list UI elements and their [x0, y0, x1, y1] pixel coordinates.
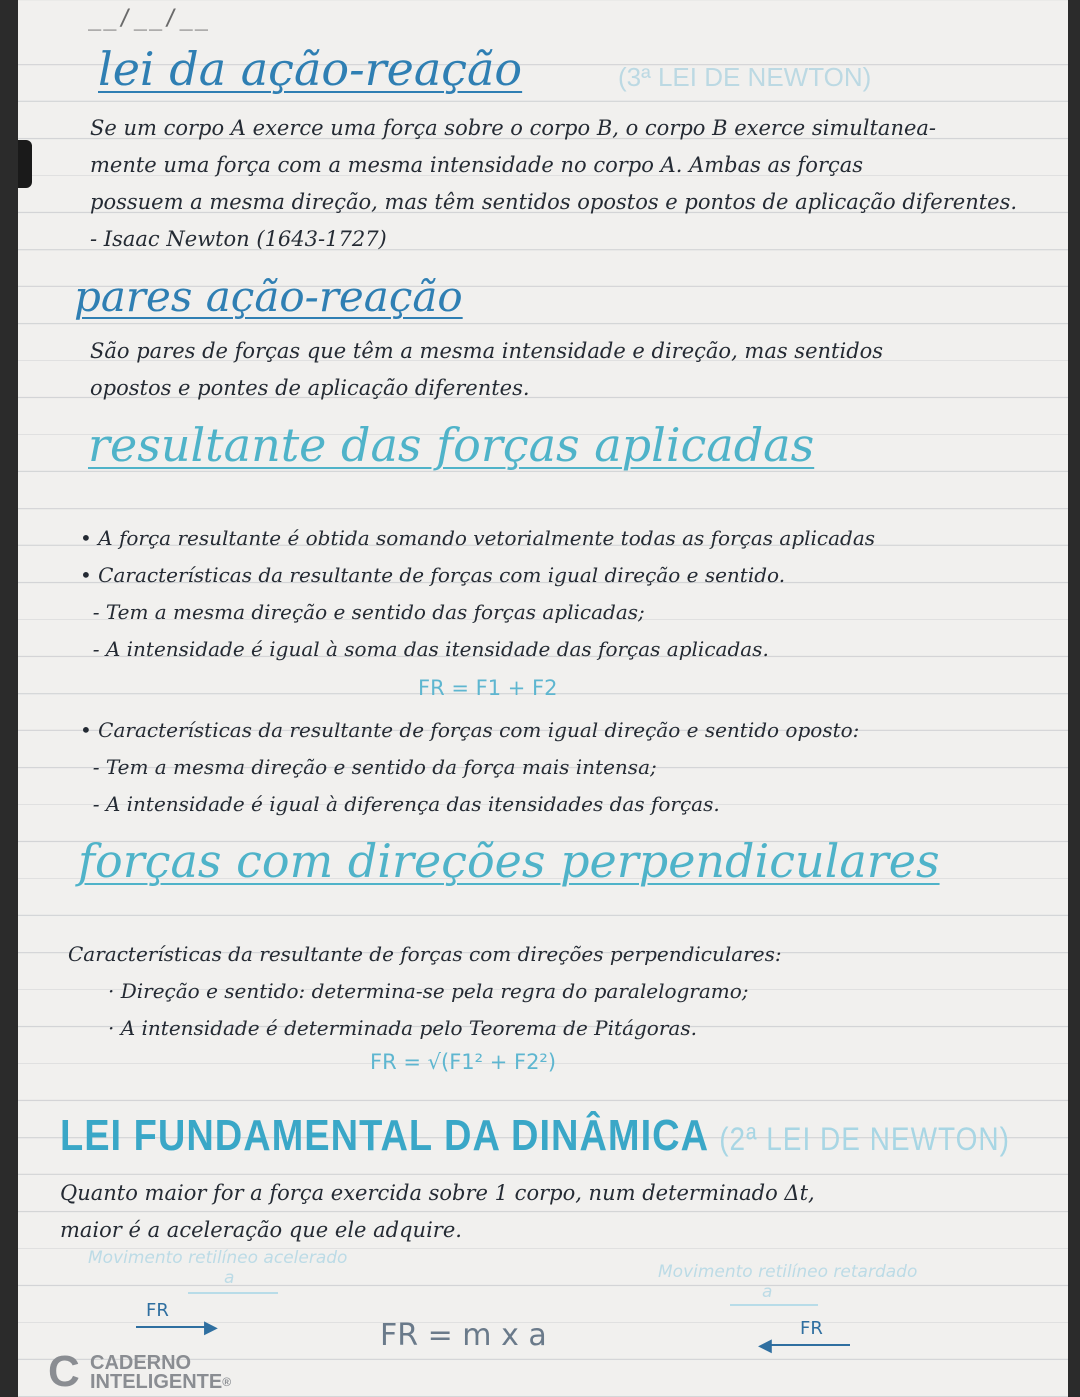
logo-line-1: CADERNO	[90, 1352, 192, 1374]
text-line: Características da resultante de forças com direções perpendiculares:	[68, 942, 782, 966]
paragraph-lei-acao-reacao	[90, 110, 1017, 258]
heading-lei-fundamental-text: LEI FUNDAMENTAL DA DINÂMICA	[60, 1112, 708, 1161]
force-label-right: FR	[800, 1318, 823, 1339]
list-item: - Tem a mesma direção e sentido da força mais intensa;	[80, 755, 657, 779]
list-item: - A intensidade é igual à soma das itensidade das forças aplicadas.	[80, 637, 769, 661]
list-resultante-a	[80, 520, 875, 668]
paragraph-pares	[90, 333, 883, 407]
formula-soma: FR = F1 + F2	[418, 676, 558, 700]
caption-movimento-retardado: Movimento retilíneo retardado	[658, 1262, 918, 1282]
list-item: · A intensidade é determinada pelo Teorema de Pitágoras.	[108, 1016, 697, 1040]
logo-c-icon: C	[48, 1347, 80, 1396]
text-line: possuem a mesma direção, mas têm sentidos opostos e pontos de aplicação diferentes.	[90, 190, 1018, 214]
accel-arrow-right	[730, 1304, 818, 1306]
heading-note-2a-lei: (2ª LEI DE NEWTON)	[719, 1121, 1010, 1157]
accel-label-right: a	[762, 1282, 773, 1302]
logo-line-2	[90, 1373, 231, 1392]
logo-line-2-text: INTELIGENTE	[90, 1371, 223, 1393]
force-arrow-right	[770, 1344, 850, 1346]
paragraph-perpendiculares	[68, 936, 782, 1047]
heading-lei-acao-reacao: lei da ação-reação	[98, 42, 523, 96]
logo-registered-mark: ®	[222, 1375, 232, 1389]
date-field: __/__/__	[88, 6, 210, 31]
notebook-page	[18, 0, 1068, 1397]
accel-arrow-left	[188, 1292, 278, 1294]
caption-movimento-acelerado: Movimento retilíneo acelerado	[88, 1248, 348, 1268]
list-item: • A força resultante é obtida somando vetorialmente todas as forças aplicadas	[80, 526, 876, 550]
text-line: opostos e pontes de aplicação diferentes.	[90, 376, 530, 400]
heading-perpendiculares: forças com direções perpendiculares	[78, 834, 940, 888]
heading-lei-fundamental	[60, 1112, 1010, 1161]
text-line: Quanto maior for a força exercida sobre 1 corpo, num determinado Δt,	[60, 1181, 815, 1205]
text-line: São pares de forças que têm a mesma intensidade e direção, mas sentidos	[90, 339, 884, 363]
arrow-head-right-icon: ▶	[204, 1317, 218, 1338]
list-item: - Tem a mesma direção e sentido das forças aplicadas;	[80, 600, 645, 624]
list-resultante-b	[80, 712, 859, 823]
logo-text	[90, 1354, 231, 1392]
force-label-left: FR	[146, 1300, 169, 1321]
formula-pitagoras: FR = √(F1² + F2²)	[370, 1050, 557, 1074]
list-item: • Características da resultante de forças com igual direção e sentido.	[80, 563, 786, 587]
text-line: maior é a aceleração que ele adquire.	[60, 1218, 462, 1242]
text-line: - Isaac Newton (1643-1727)	[90, 227, 387, 251]
binder-ring	[18, 140, 32, 188]
text-line: Se um corpo A exerce uma força sobre o corpo B, o corpo B exerce simultanea-	[90, 116, 937, 140]
arrow-head-left-icon: ◀	[758, 1335, 772, 1356]
heading-resultante: resultante das forças aplicadas	[88, 418, 815, 472]
paragraph-lei-fundamental	[60, 1175, 815, 1249]
heading-note-3a-lei: (3ª LEI DE NEWTON)	[618, 62, 872, 92]
equation-newton-2: FR = m x a	[380, 1318, 547, 1353]
text-line: mente uma força com a mesma intensidade no corpo A. Ambas as forças	[90, 153, 864, 177]
list-item: • Características da resultante de forças com igual direção e sentido oposto:	[80, 718, 860, 742]
list-item: - A intensidade é igual à diferença das itensidades das forças.	[80, 792, 720, 816]
force-arrow-left	[136, 1326, 206, 1328]
list-item: · Direção e sentido: determina-se pela regra do paralelogramo;	[108, 979, 749, 1003]
heading-pares-acao-reacao: pares ação-reação	[74, 272, 463, 321]
accel-label-left: a	[224, 1268, 235, 1288]
